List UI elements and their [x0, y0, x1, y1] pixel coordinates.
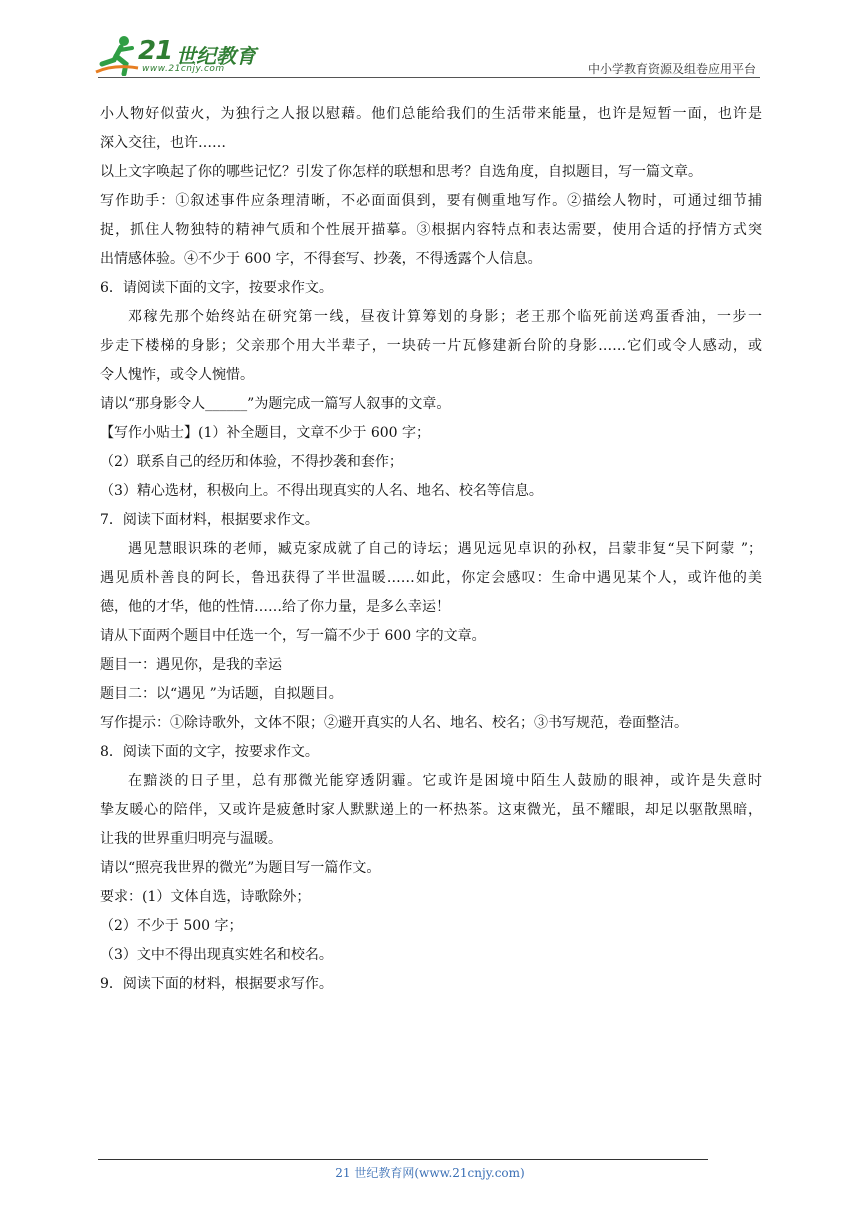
text-line: 题目二：以“遇见 ”为话题，自拟题目。: [100, 686, 343, 702]
text-line: 写作助手：①叙述事件应条理清晰，不必面面俱到，要有侧重地写作。②描绘人物时，可通过细节捕: [100, 193, 762, 209]
text-line: 6．请阅读下面的文字，按要求作文。: [100, 280, 333, 296]
text-line: 写作提示：①除诗歌外，文体不限；②避开真实的人名、地名、校名；③书写规范，卷面整洁。: [100, 715, 688, 731]
text-line: 步走下楼梯的身影；父亲那个用大半辈子，一块砖一片瓦修建新台阶的身影……它们或令人感动，或: [100, 338, 762, 354]
text-line: 小人物好似萤火，为独行之人报以慰藉。他们总能给我们的生活带来能量，也许是短暂一面，也许是: [100, 106, 762, 122]
document-body: [100, 100, 762, 999]
text-line: 令人愧怍，或令人惋惜。: [100, 367, 254, 383]
text-line: （2）联系自己的经历和体验，不得抄袭和套作；: [100, 454, 403, 470]
platform-tagline: 中小学教育资源及组卷应用平台: [587, 62, 756, 76]
text-line: 【写作小贴士】(1）补全题目，文章不少于 600 字；: [100, 425, 430, 441]
footer-divider: [98, 1159, 708, 1160]
text-line: 以上文字唤起了你的哪些记忆？引发了你怎样的联想和思考？自选角度，自拟题目，写一篇文章。: [100, 164, 702, 180]
text-line: 在黯淡的日子里，总有那微光能穿透阴霾。它或许是困境中陌生人鼓励的眼神，或许是失意时: [128, 773, 762, 789]
text-line: 请以“那身影令人______”为题完成一篇写人叙事的文章。: [100, 396, 451, 412]
text-line: 请以“照亮我世界的微光”为题目写一篇作文。: [100, 860, 381, 876]
text-line: 遇见慧眼识珠的老师，臧克家成就了自己的诗坛；遇见远见卓识的孙权，吕蒙非复“吴下阿蒙 ”；: [128, 541, 762, 557]
text-line: 题目一：遇见你，是我的幸运: [100, 657, 282, 673]
logo-number: 21: [138, 36, 173, 66]
text-line: 让我的世界重归明亮与温暖。: [100, 831, 282, 847]
text-line: 挚友暖心的陪伴，又或许是疲惫时家人默默递上的一杯热茶。这束微光，虽不耀眼，却足以驱散黑暗，: [100, 802, 762, 818]
text-line: 7．阅读下面材料，根据要求作文。: [100, 512, 319, 528]
text-line: （3）精心选材，积极向上。不得出现真实的人名、地名、校名等信息。: [100, 483, 543, 499]
text-line: 请从下面两个题目中任选一个，写一篇不少于 600 字的文章。: [100, 628, 486, 644]
header-divider: [98, 77, 760, 78]
text-line: 8．阅读下面的文字，按要求作文。: [100, 744, 319, 760]
text-line: （2）不少于 500 字；: [100, 918, 243, 934]
site-logo: [94, 34, 274, 78]
text-line: 遇见质朴善良的阿长，鲁迅获得了半世温暖……如此，你定会感叹：生命中遇见某个人，或许他的美: [100, 570, 762, 586]
page-header: [0, 0, 860, 82]
logo-url: www.21cnjy.com: [142, 64, 225, 74]
runner-logo-icon: [94, 34, 140, 76]
text-line: 深入交往，也许……: [100, 135, 226, 151]
text-line: （3）文中不得出现真实姓名和校名。: [100, 947, 333, 963]
text-line: 要求：(1）文体自选，诗歌除外；: [100, 889, 311, 905]
text-line: 德，他的才华，他的性情……给了你力量，是多么幸运！: [100, 599, 450, 615]
text-line: 捉，抓住人物独特的精神气质和个性展开描摹。③根据内容特点和表达需要，使用合适的抒情方式突: [100, 222, 762, 238]
text-line: 邓稼先那个始终站在研究第一线，昼夜计算筹划的身影；老王那个临死前送鸡蛋香油，一步一: [128, 309, 762, 325]
text-line: 出情感体验。④不少于 600 字，不得套写、抄袭，不得透露个人信息。: [100, 251, 542, 267]
logo-chinese-text: 世纪教育: [176, 44, 256, 68]
page-footer: 21 世纪教育网(www.21cnjy.com): [335, 1166, 525, 1180]
text-line: 9．阅读下面的材料，根据要求写作。: [100, 976, 333, 992]
